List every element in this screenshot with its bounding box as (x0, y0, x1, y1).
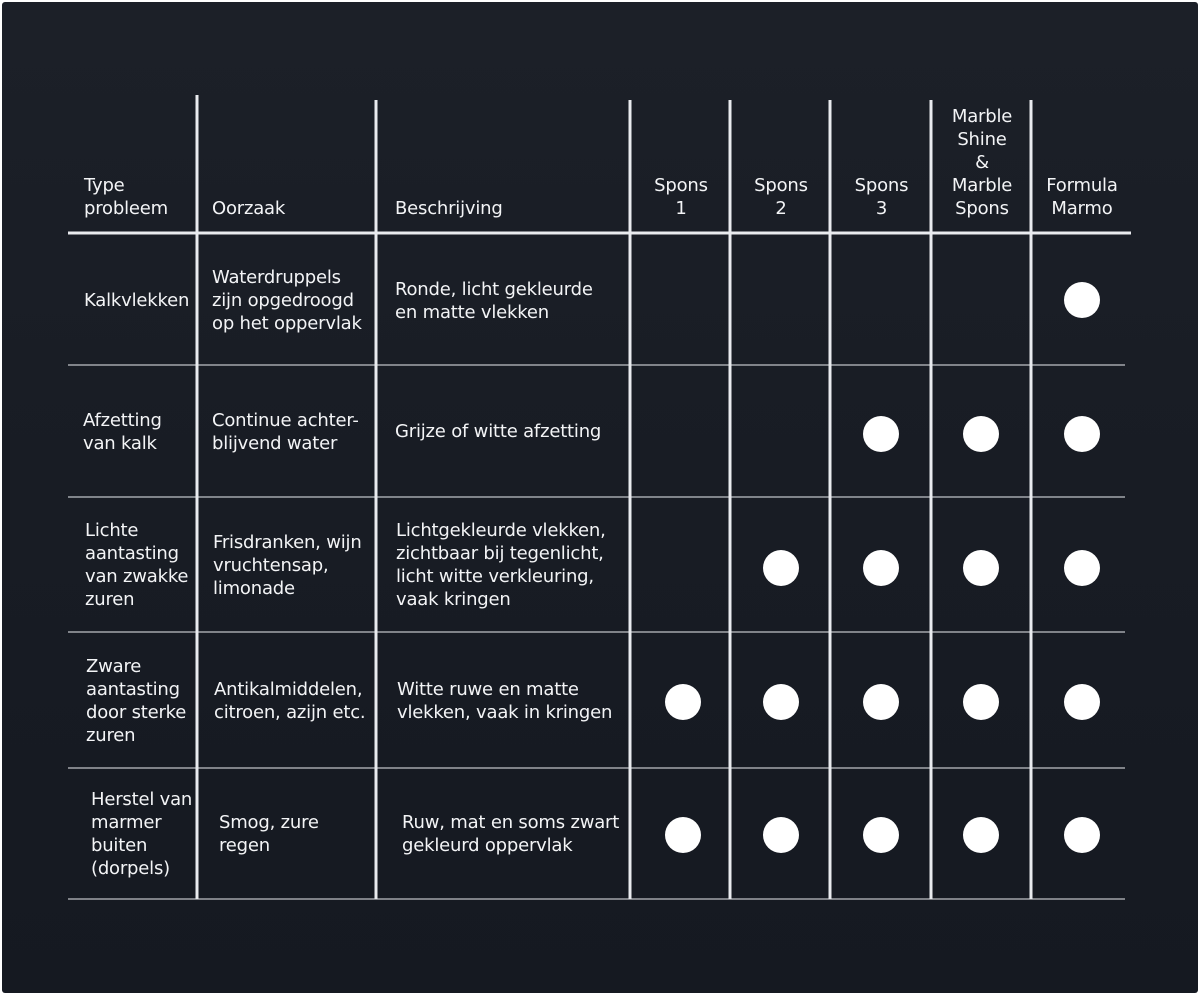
mark-row-3-col-5 (1057, 543, 1107, 593)
row-4-type: Zware aantasting door sterke zuren (86, 655, 187, 746)
row-3-cause: Frisdranken, wijn vruchtensap, limonade (213, 531, 362, 599)
mark-row-1-col-5 (1057, 275, 1107, 325)
mark-row-3-col-3 (856, 543, 906, 593)
row-1-description: Ronde, licht gekleurde en matte vlekken (395, 278, 593, 323)
row-3-type: Lichte aantasting van zwakke zuren (85, 520, 189, 610)
row-1-cause: Waterdruppels zijn opgedroogd op het oppervlak (212, 267, 362, 334)
mark-row-4-col-5 (1057, 677, 1107, 727)
mark-row-4-col-3 (856, 677, 906, 727)
mark-row-3-col-2 (756, 543, 806, 593)
mark-row-5-col-1 (658, 810, 708, 860)
mark-row-2-col-3 (856, 409, 906, 459)
filled-circle-icon (665, 684, 701, 720)
filled-circle-icon (1064, 684, 1100, 720)
header-sponge-1: Spons 1 (654, 175, 708, 219)
mark-row-3-col-4 (956, 543, 1006, 593)
filled-circle-icon (665, 817, 701, 853)
row-3-description: Lichtgekleurde vlekken, zichtbaar bij tegenlicht, licht witte verkleuring, vaak kringen (396, 520, 606, 610)
header-type: Type probleem (84, 175, 168, 219)
filled-circle-icon (763, 817, 799, 853)
row-2-cause: Continue achter- blijvend water (212, 409, 359, 454)
filled-circle-icon (963, 550, 999, 586)
header-marble-shine: Marble Shine & Marble Spons (951, 106, 1013, 219)
mark-row-5-col-4 (956, 810, 1006, 860)
mark-row-2-col-4 (956, 409, 1006, 459)
header-sponge-2: Spons 2 (754, 175, 808, 219)
row-1-type: Kalkvlekken (84, 290, 190, 311)
filled-circle-icon (963, 416, 999, 452)
row-2-type: Afzetting van kalk (83, 409, 162, 454)
row-2-description: Grijze of witte afzetting (395, 421, 602, 442)
row-5-cause: Smog, zure regen (219, 812, 319, 856)
mark-row-5-col-3 (856, 810, 906, 860)
row-5-type: Herstel van marmer buiten (dorpels) (91, 789, 193, 879)
filled-circle-icon (1064, 282, 1100, 318)
mark-row-4-col-2 (756, 677, 806, 727)
row-4-cause: Antikalmiddelen, citroen, azijn etc. (214, 678, 366, 723)
mark-row-5-col-2 (756, 810, 806, 860)
header-description: Beschrijving (395, 198, 503, 219)
filled-circle-icon (863, 684, 899, 720)
mark-row-2-col-5 (1057, 409, 1107, 459)
header-cause: Oorzaak (212, 198, 286, 219)
mark-row-4-col-4 (956, 677, 1006, 727)
mark-row-4-col-1 (658, 677, 708, 727)
header-formula-marmo: Formula Marmo (1046, 175, 1118, 219)
filled-circle-icon (763, 550, 799, 586)
filled-circle-icon (963, 684, 999, 720)
row-4-description: Witte ruwe en matte vlekken, vaak in kringen (397, 678, 613, 723)
filled-circle-icon (1064, 817, 1100, 853)
filled-circle-icon (863, 817, 899, 853)
filled-circle-icon (963, 817, 999, 853)
row-5-description: Ruw, mat en soms zwart gekleurd oppervlak (402, 812, 620, 856)
filled-circle-icon (1064, 550, 1100, 586)
header-sponge-3: Spons 3 (854, 175, 909, 219)
filled-circle-icon (863, 416, 899, 452)
filled-circle-icon (1064, 416, 1100, 452)
filled-circle-icon (763, 684, 799, 720)
mark-row-5-col-5 (1057, 810, 1107, 860)
filled-circle-icon (863, 550, 899, 586)
